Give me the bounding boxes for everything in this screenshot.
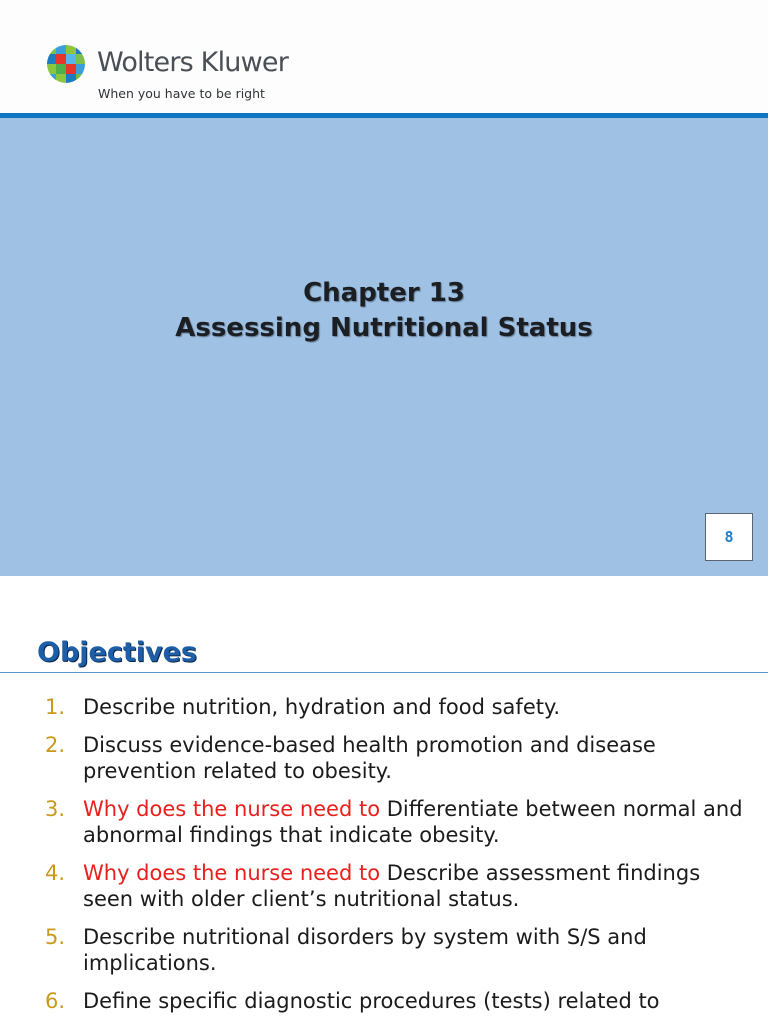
header-bar	[0, 0, 768, 113]
list-number: 5.	[45, 925, 66, 949]
list-text: Define specific diagnostic procedures (tests) related to	[83, 989, 660, 1013]
list-text: Describe nutrition, hydration and food safety.	[83, 695, 561, 719]
chapter-title: Chapter 13	[303, 278, 465, 308]
list-number: 4.	[45, 861, 66, 885]
list-number: 2.	[45, 733, 66, 757]
objectives-divider	[0, 672, 768, 673]
list-item	[0, 694, 768, 720]
list-prefix: Why does the nurse need to	[83, 861, 387, 885]
list-item	[0, 732, 768, 784]
slide-nav-icon: 8	[724, 528, 734, 546]
wolters-kluwer-logo-icon	[46, 44, 86, 84]
objectives-heading: Objectives	[37, 637, 197, 668]
list-text: Describe assessment findings seen with older client’s nutritional status.	[83, 861, 701, 911]
list-text: Discuss evidence-based health promotion and disease prevention related to obesity.	[83, 733, 656, 783]
list-number: 6.	[45, 989, 66, 1013]
list-text: Describe nutritional disorders by system with S/S and implications.	[83, 925, 647, 975]
objectives-list	[0, 694, 768, 1026]
title-area	[0, 118, 768, 576]
list-number: 3.	[45, 797, 66, 821]
brand-tagline: When you have to be right	[98, 86, 265, 101]
chapter-subtitle: Assessing Nutritional Status	[175, 313, 593, 343]
list-item	[0, 924, 768, 976]
brand-name: Wolters Kluwer	[97, 47, 288, 78]
slide-nav-button[interactable]	[705, 513, 753, 561]
list-item	[0, 988, 768, 1014]
list-text: Differentiate between normal and abnormal findings that indicate obesity.	[83, 797, 743, 847]
list-item	[0, 796, 768, 848]
objectives-slide	[0, 576, 768, 1024]
list-item	[0, 860, 768, 912]
list-prefix: Why does the nurse need to	[83, 797, 387, 821]
list-number: 1.	[45, 695, 66, 719]
